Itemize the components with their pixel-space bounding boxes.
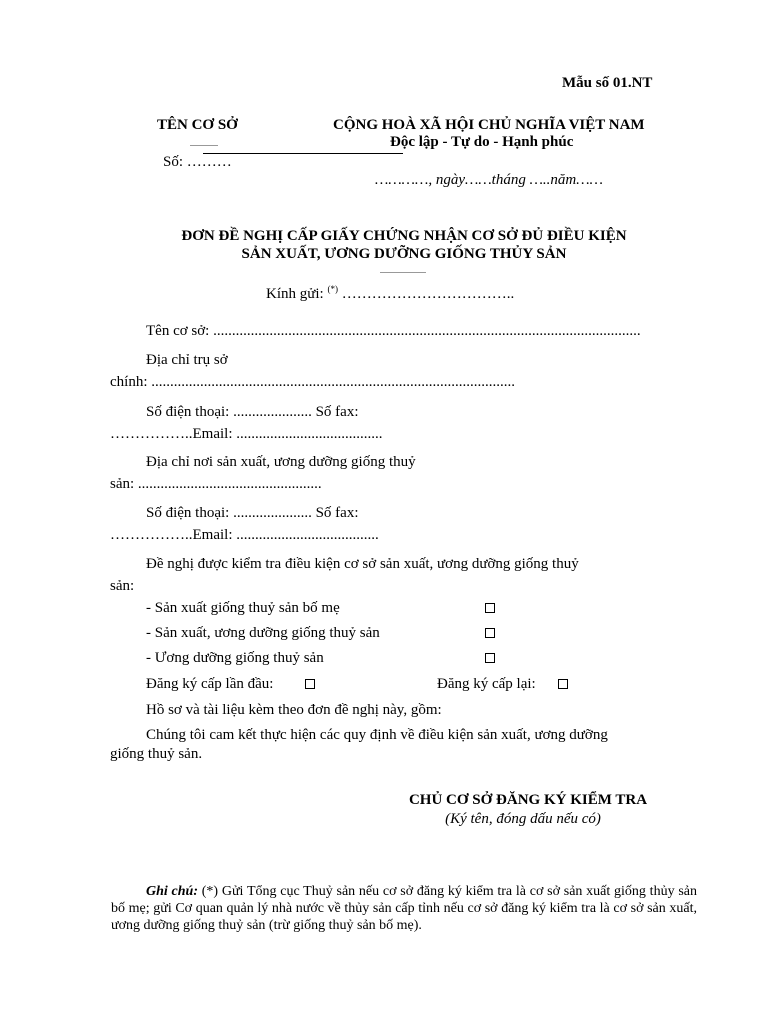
field-phone2-line-1: Số điện thoại: ..................... Số fax:	[146, 505, 359, 521]
request-line-2: sản:	[110, 578, 135, 594]
option-uong-duong: - Ương dưỡng giống thuỷ sản	[146, 650, 324, 666]
title-line-1: ĐƠN ĐỀ NGHỊ CẤP GIẤY CHỨNG NHẬN CƠ SỞ ĐỦ ĐIỀU KIỆN	[181, 228, 627, 244]
org-name: TÊN CƠ SỞ	[157, 117, 238, 133]
recipient-line	[266, 284, 514, 303]
request-line-1: Đề nghị được kiểm tra điều kiện cơ sở sản xuất, ương dưỡng giống thuỷ	[146, 556, 579, 572]
option-san-xuat-uong-duong: - Sản xuất, ương dưỡng giống thuỷ sản	[146, 625, 380, 641]
field-dia-chi-line-2: chính: .................................................................................................	[110, 374, 515, 390]
footnote	[111, 883, 697, 934]
recipient-mark: (*)	[327, 284, 338, 294]
field-ten-co-so: Tên cơ sở: ..................................................................................................................	[146, 323, 641, 339]
option-bo-me: - Sản xuất giống thuỷ sản bố mẹ	[146, 600, 340, 616]
commit-line-2: giống thuỷ sản.	[110, 746, 203, 762]
checkbox-uong-duong[interactable]	[485, 653, 495, 663]
field-phone-line-2: ……………..Email: .......................................	[110, 426, 383, 442]
form-number: Mẫu số 01.NT	[562, 75, 653, 91]
footnote-text: (*) Gửi Tổng cục Thuỷ sản nếu cơ sở đăng ký kiểm tra là cơ sở sản xuất giống thủy sản bố mẹ; gửi Cơ quan quản lý nhà nước về thủy sản cấp tỉnh nếu cơ sở đăng ký kiểm tra là cơ sở sản xuất, ương dưỡng giống thuỷ sản (trừ giống thuỷ sản bố mẹ).	[111, 884, 697, 933]
checkbox-san-xuat-uong-duong[interactable]	[485, 628, 495, 638]
footnote-label: Ghi chú:	[146, 884, 198, 899]
org-underline	[190, 145, 218, 146]
field-phone-line-1: Số điện thoại: ..................... Số fax:	[146, 404, 359, 420]
signature-title: CHỦ CƠ SỞ ĐĂNG KÝ KIỂM TRA	[408, 792, 648, 808]
recipient-dots: ……………………………..	[341, 286, 515, 302]
attachments-line: Hồ sơ và tài liệu kèm theo đơn đề nghị này, gồm:	[146, 702, 442, 718]
checkbox-first-registration[interactable]	[305, 679, 315, 689]
re-registration-label: Đăng ký cấp lại:	[437, 676, 536, 692]
title-line-2: SẢN XUẤT, ƯƠNG DƯỠNG GIỐNG THỦY SẢN	[241, 246, 567, 262]
country-name: CỘNG HOÀ XÃ HỘI CHỦ NGHĨA VIỆT NAM	[333, 117, 645, 133]
field-phone2-line-2: ……………..Email: ......................................	[110, 527, 379, 543]
checkbox-re-registration[interactable]	[558, 679, 568, 689]
title-underline	[380, 272, 426, 273]
recipient-label: Kính gửi:	[266, 286, 324, 302]
doc-number: Số: ………	[163, 154, 232, 170]
date-line: …………, ngày……tháng …..năm……	[375, 172, 603, 188]
first-registration-label: Đăng ký cấp lần đầu:	[146, 676, 274, 692]
checkbox-bo-me[interactable]	[485, 603, 495, 613]
motto-underline	[203, 153, 403, 154]
commit-line-1: Chúng tôi cam kết thực hiện các quy định về điều kiện sản xuất, ương dưỡng	[146, 727, 608, 743]
field-production-address-1: Địa chỉ nơi sản xuất, ương dưỡng giống thuỷ	[146, 454, 416, 470]
signature-subtitle: (Ký tên, đóng dấu nếu có)	[445, 811, 601, 827]
field-dia-chi-line-1: Địa chỉ trụ sở	[146, 352, 228, 368]
motto: Độc lập - Tự do - Hạnh phúc	[390, 134, 574, 150]
field-production-address-2: sản: .................................................	[110, 476, 322, 492]
